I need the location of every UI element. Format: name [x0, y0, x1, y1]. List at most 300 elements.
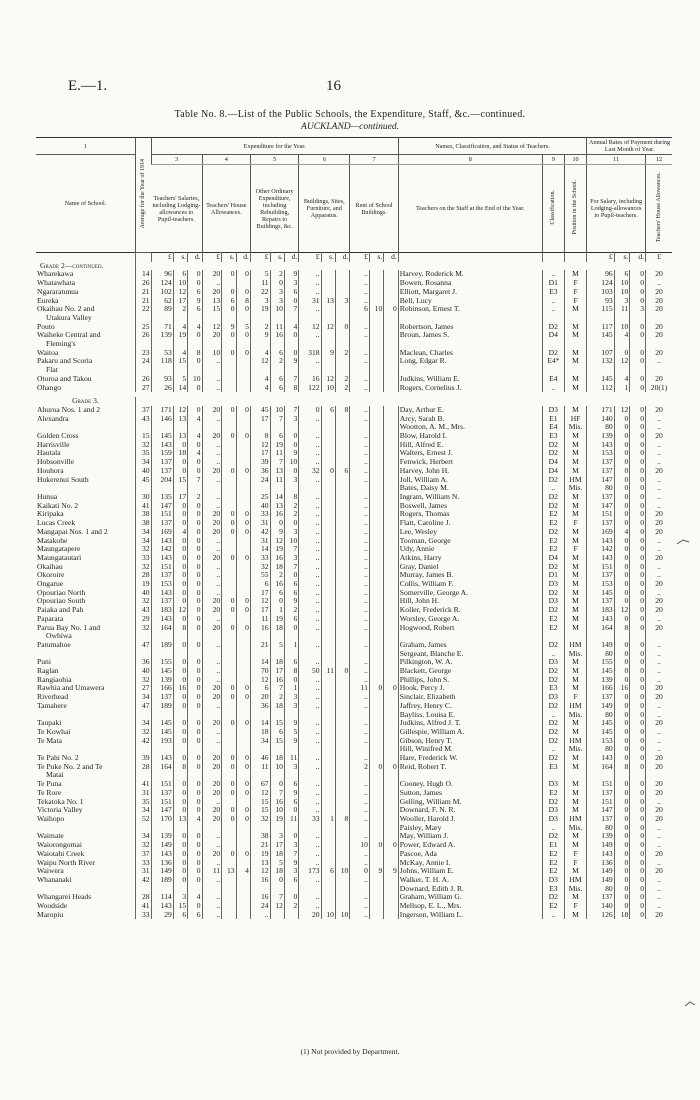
salary-rate: 0	[614, 467, 630, 476]
s6-amount	[335, 624, 349, 633]
classification: E2	[542, 615, 564, 624]
salary-rate: 0	[630, 902, 646, 911]
position: Mis.	[564, 423, 586, 432]
table-row	[36, 859, 672, 868]
salary-rate: 0	[614, 667, 630, 676]
average-attendance: 32	[135, 545, 151, 554]
s7-amount: ..	[350, 458, 370, 467]
s5-amount: 0	[270, 780, 284, 789]
s6-amount: ..	[299, 270, 321, 279]
s6-amount: 10	[335, 867, 349, 876]
school-name: Opouriao South	[37, 597, 86, 606]
salary-rate: 0	[614, 484, 630, 493]
classification: ..	[542, 384, 564, 393]
s4-amount: 0	[222, 288, 236, 297]
s6-amount	[335, 711, 349, 720]
s6-amount	[335, 449, 349, 458]
s4-amount	[222, 658, 236, 667]
salary-rate: 1	[614, 384, 630, 393]
teacher-name: Paisley, Mary	[398, 824, 542, 833]
table-row	[36, 510, 672, 519]
average-attendance	[135, 632, 151, 641]
s6-amount	[335, 632, 349, 641]
s6-amount: 8	[335, 406, 349, 415]
teacher-name: Blackett, George	[398, 667, 542, 676]
s3-amount	[173, 484, 187, 493]
salary-rate: 115	[587, 305, 614, 314]
s4-amount: 20	[202, 763, 222, 772]
salary-rate	[630, 366, 646, 375]
s6-amount	[335, 519, 349, 528]
s3-amount: 159	[151, 449, 173, 458]
s3-amount: 0	[188, 331, 202, 340]
salary-rate: 0	[614, 789, 630, 798]
position: HF	[564, 415, 586, 424]
table-row	[36, 545, 672, 554]
s4-amount: 0	[236, 510, 250, 519]
s4-amount: ..	[202, 493, 222, 502]
house-allowance: ..	[646, 615, 672, 624]
s3-amount: 0	[173, 580, 187, 589]
s5-amount: 9	[284, 357, 298, 366]
house-allowance: 20	[646, 297, 672, 306]
s4-amount	[222, 423, 236, 432]
teacher-name: Graham, William G.	[398, 893, 542, 902]
s3-amount: 8	[173, 763, 187, 772]
salary-rate: 0	[630, 288, 646, 297]
col6-number: 6	[299, 155, 350, 165]
s6-amount: ..	[299, 798, 321, 807]
position	[564, 366, 586, 375]
s7-amount	[369, 832, 383, 841]
average-attendance: 21	[135, 297, 151, 306]
classification: D2	[542, 589, 564, 598]
position: M	[564, 580, 586, 589]
s6-amount: ..	[299, 641, 321, 650]
teacher-name	[398, 340, 542, 349]
classification: E2	[542, 545, 564, 554]
s6-amount	[335, 745, 349, 754]
s4-amount: ..	[202, 375, 222, 384]
school-name: Riverhead	[37, 693, 69, 702]
s3-amount: 4	[188, 432, 202, 441]
s7-amount	[384, 423, 399, 432]
s7-amount	[384, 366, 399, 375]
teacher-name	[398, 771, 542, 780]
s3-amount: 0	[173, 754, 187, 763]
grade-heading-row	[36, 262, 672, 271]
s5-amount: 18	[270, 702, 284, 711]
s4-amount: 20	[202, 597, 222, 606]
s4-amount	[222, 415, 236, 424]
school-name: Te Puke No. 2 and Te	[37, 762, 103, 771]
table-row	[36, 806, 672, 815]
table-row	[36, 780, 672, 789]
salary-rate: 0	[614, 449, 630, 458]
average-attendance: 28	[135, 763, 151, 772]
s7-amount	[369, 745, 383, 754]
salary-rate: 80	[587, 824, 614, 833]
house-allowance: 20	[646, 331, 672, 340]
average-attendance: 34	[135, 719, 151, 728]
school-name: Victoria Valley	[37, 806, 83, 815]
s6-amount: 6	[321, 867, 335, 876]
s4-amount	[222, 632, 236, 641]
position: M	[564, 832, 586, 841]
col5-number: 5	[250, 155, 298, 165]
average-attendance: 34	[135, 537, 151, 546]
s6-amount: 2	[335, 375, 349, 384]
teacher-name: Blow, Harold I.	[398, 432, 542, 441]
position: M	[564, 763, 586, 772]
s4-amount	[222, 667, 236, 676]
s3-amount: 4	[173, 349, 187, 358]
salary-rate: 137	[587, 815, 614, 824]
position: M	[564, 806, 586, 815]
table-row	[36, 676, 672, 685]
table-row	[36, 771, 672, 780]
s7-amount	[384, 519, 399, 528]
s5-amount: 0	[270, 519, 284, 528]
table-row	[36, 684, 672, 693]
s3-amount: 114	[151, 893, 173, 902]
salary-rate: 0	[630, 641, 646, 650]
s7-amount	[369, 545, 383, 554]
s4-amount	[236, 589, 250, 598]
s6-amount	[321, 719, 335, 728]
school-name: Golden Cross	[37, 432, 79, 441]
teacher-name	[398, 314, 542, 323]
unit-pound: £	[299, 253, 321, 262]
s6-amount: ..	[299, 832, 321, 841]
s3-amount: 0	[188, 545, 202, 554]
position: M	[564, 597, 586, 606]
salary-rate: 0	[630, 476, 646, 485]
s6-amount	[335, 824, 349, 833]
s3-amount: 0	[173, 867, 187, 876]
school-name: Kiripaka	[37, 510, 64, 519]
average-attendance: 26	[135, 331, 151, 340]
salary-rate: 107	[587, 349, 614, 358]
salary-rate: 0	[614, 545, 630, 554]
classification: E2	[542, 859, 564, 868]
s6-amount: 10	[321, 911, 335, 920]
s5-amount	[284, 484, 298, 493]
salary-rate: 3	[614, 297, 630, 306]
s7-amount	[384, 798, 399, 807]
s6-amount	[335, 780, 349, 789]
s3-amount: 5	[173, 375, 187, 384]
s7-amount	[369, 331, 383, 340]
s6-amount: 6	[335, 467, 349, 476]
s4-amount: ..	[202, 458, 222, 467]
teacher-name: Robinson, Ernest T.	[398, 305, 542, 314]
s3-amount: 0	[188, 754, 202, 763]
s6-amount	[335, 754, 349, 763]
s4-amount	[236, 650, 250, 659]
s5-amount: 24	[250, 902, 270, 911]
salary-rate: 0	[614, 754, 630, 763]
s5-amount: 6	[270, 384, 284, 393]
school-name: Harrisville	[37, 440, 70, 449]
s5-amount: 3	[284, 476, 298, 485]
school-name: Flat	[46, 366, 58, 375]
position: M	[564, 493, 586, 502]
s5-amount: 0	[284, 832, 298, 841]
position: HM	[564, 876, 586, 885]
salary-rate	[614, 632, 630, 641]
s7-amount	[369, 650, 383, 659]
col12-header: Teachers' House Allowances.	[646, 165, 672, 253]
s6-amount: 12	[321, 323, 335, 332]
position: M	[564, 571, 586, 580]
salary-rate: 18	[614, 911, 630, 920]
table-row	[36, 589, 672, 598]
s4-amount: 5	[236, 323, 250, 332]
table-body	[36, 253, 672, 920]
s6-amount: ..	[299, 554, 321, 563]
s5-amount: 6	[284, 615, 298, 624]
school-name: Wharekawa	[37, 270, 74, 279]
s3-amount	[151, 711, 173, 720]
s4-amount: 0	[236, 288, 250, 297]
s3-amount: 96	[151, 270, 173, 279]
school-name: Ahuroa Nos. 1 and 2	[37, 405, 101, 414]
s5-amount: 6	[270, 728, 284, 737]
s5-amount: 16	[270, 331, 284, 340]
house-allowance: 20	[646, 911, 672, 920]
s3-amount: 0	[188, 537, 202, 546]
s5-amount: 18	[250, 728, 270, 737]
s4-amount	[236, 537, 250, 546]
s5-amount: 1	[284, 684, 298, 693]
position: M	[564, 458, 586, 467]
classification: D4	[542, 467, 564, 476]
s4-amount	[222, 771, 236, 780]
s6-amount	[335, 702, 349, 711]
s3-amount: 169	[151, 528, 173, 537]
s7-amount: 9	[369, 867, 383, 876]
s4-amount: ..	[202, 658, 222, 667]
teacher-name: Johns, William E.	[398, 867, 542, 876]
s4-amount	[222, 545, 236, 554]
s4-amount	[222, 737, 236, 746]
s3-amount: 0	[188, 519, 202, 528]
salary-rate: 4	[614, 331, 630, 340]
s6-amount	[335, 537, 349, 546]
s7-amount	[384, 314, 399, 323]
average-attendance: 41	[135, 502, 151, 511]
s5-amount: 9	[284, 737, 298, 746]
school-name	[36, 824, 135, 833]
s3-amount: 0	[188, 641, 202, 650]
salary-rate: 147	[587, 476, 614, 485]
salary-rate: 153	[587, 449, 614, 458]
classification: D2	[542, 349, 564, 358]
salary-rate: 0	[630, 554, 646, 563]
s7-amount: 2	[350, 763, 370, 772]
salary-rate: 0	[614, 737, 630, 746]
s6-amount	[321, 876, 335, 885]
school-name	[36, 484, 135, 493]
s6-amount: ..	[299, 528, 321, 537]
s4-amount: ..	[202, 615, 222, 624]
salary-rate	[587, 632, 614, 641]
s6-amount	[321, 902, 335, 911]
salary-rate: 0	[630, 519, 646, 528]
s5-amount: 11	[270, 476, 284, 485]
position: M	[564, 270, 586, 279]
s7-amount	[350, 771, 370, 780]
s5-amount: 6	[270, 589, 284, 598]
s5-amount: 6	[284, 798, 298, 807]
s5-amount: 31	[250, 537, 270, 546]
s3-amount	[188, 632, 202, 641]
footnote: (1) Not provided by Department.	[300, 1047, 400, 1056]
classification: E3	[542, 763, 564, 772]
s7-amount: ..	[350, 375, 370, 384]
s5-amount: 19	[250, 305, 270, 314]
classification: D2	[542, 502, 564, 511]
classification: D2	[542, 754, 564, 763]
average-attendance: 34	[135, 806, 151, 815]
page-header	[0, 78, 700, 98]
average-attendance: 29	[135, 615, 151, 624]
s4-amount	[236, 902, 250, 911]
s7-amount: ..	[350, 537, 370, 546]
s3-amount: 137	[151, 519, 173, 528]
s7-amount	[369, 658, 383, 667]
s3-amount: 0	[173, 832, 187, 841]
salary-rate: 0	[630, 432, 646, 441]
classification: D2	[542, 737, 564, 746]
salary-rate: 0	[614, 676, 630, 685]
salary-rate: 0	[614, 815, 630, 824]
salary-rate: 96	[587, 270, 614, 279]
s4-amount: 0	[236, 467, 250, 476]
s6-amount	[335, 859, 349, 868]
classification: D3	[542, 815, 564, 824]
s5-amount: 11	[270, 449, 284, 458]
s6-amount	[335, 728, 349, 737]
school-name: Whangarei Heads	[37, 893, 92, 902]
average-attendance: 41	[135, 902, 151, 911]
s5-amount: 5	[270, 641, 284, 650]
s7-amount: ..	[350, 693, 370, 702]
table-row	[36, 597, 672, 606]
s3-amount: 0	[173, 658, 187, 667]
s5-amount: 10	[284, 458, 298, 467]
salary-rate: 0	[614, 519, 630, 528]
s6-amount	[335, 366, 349, 375]
school-name: Patumahoe	[37, 640, 71, 649]
house-allowance: ..	[646, 589, 672, 598]
classification	[542, 771, 564, 780]
s7-amount: 0	[369, 763, 383, 772]
col7-header: Rent of School Buildings.	[350, 165, 399, 253]
s4-amount: 20	[202, 806, 222, 815]
s3-amount	[151, 885, 173, 894]
s5-amount	[250, 484, 270, 493]
classification: D3	[542, 780, 564, 789]
s4-amount: 0	[222, 763, 236, 772]
s3-amount: 0	[188, 615, 202, 624]
s3-amount: 136	[151, 859, 173, 868]
salary-rate: 140	[587, 415, 614, 424]
s3-amount: 13	[173, 415, 187, 424]
s3-amount: 0	[188, 589, 202, 598]
s4-amount	[202, 824, 222, 833]
s6-amount: ..	[299, 737, 321, 746]
position: F	[564, 519, 586, 528]
s6-amount	[321, 432, 335, 441]
s6-amount: ..	[299, 728, 321, 737]
s3-amount: 0	[188, 876, 202, 885]
s5-amount: 0	[284, 441, 298, 450]
unit-pound: £	[350, 253, 370, 262]
s4-amount: 0	[222, 719, 236, 728]
salary-rate: 0	[630, 510, 646, 519]
s4-amount: ..	[202, 676, 222, 685]
s3-amount	[188, 484, 202, 493]
salary-rate: 0	[630, 441, 646, 450]
house-allowance: 20	[646, 270, 672, 279]
teacher-name: Gibson, Henry T.	[398, 737, 542, 746]
s3-amount: 0	[188, 676, 202, 685]
teacher-name: Reid, Robert T.	[398, 763, 542, 772]
table-row	[36, 432, 672, 441]
salary-rate: 0	[630, 615, 646, 624]
average-attendance: 42	[135, 876, 151, 885]
school-name: Okoroire	[37, 571, 65, 580]
s7-amount	[369, 789, 383, 798]
s5-amount: 3	[250, 297, 270, 306]
s6-amount	[321, 366, 335, 375]
salary-rate: 0	[614, 832, 630, 841]
s4-amount: 0	[236, 554, 250, 563]
position: M	[564, 867, 586, 876]
average-attendance: 37	[135, 406, 151, 415]
s7-amount: ..	[350, 519, 370, 528]
s3-amount: 0	[173, 693, 187, 702]
s4-amount: 20	[202, 789, 222, 798]
s6-amount	[299, 423, 321, 432]
position	[564, 771, 586, 780]
s4-amount: 12	[202, 323, 222, 332]
s6-amount: 6	[321, 406, 335, 415]
s3-amount: 137	[151, 789, 173, 798]
salary-rate: 0	[614, 850, 630, 859]
s7-amount: ..	[350, 349, 370, 358]
school-name: Maropiu	[37, 910, 64, 919]
position: M	[564, 375, 586, 384]
s7-amount	[384, 737, 399, 746]
s3-amount: 142	[151, 545, 173, 554]
classification: ..	[542, 270, 564, 279]
s5-amount	[270, 650, 284, 659]
s6-amount	[335, 719, 349, 728]
position: F	[564, 279, 586, 288]
s4-amount: 0	[222, 850, 236, 859]
average-attendance: 33	[135, 859, 151, 868]
s3-amount: 0	[188, 780, 202, 789]
s5-amount: 12	[250, 597, 270, 606]
s4-amount	[222, 571, 236, 580]
s4-amount	[202, 711, 222, 720]
s6-amount	[335, 902, 349, 911]
s6-amount: 3	[335, 297, 349, 306]
s5-amount: 11	[270, 323, 284, 332]
